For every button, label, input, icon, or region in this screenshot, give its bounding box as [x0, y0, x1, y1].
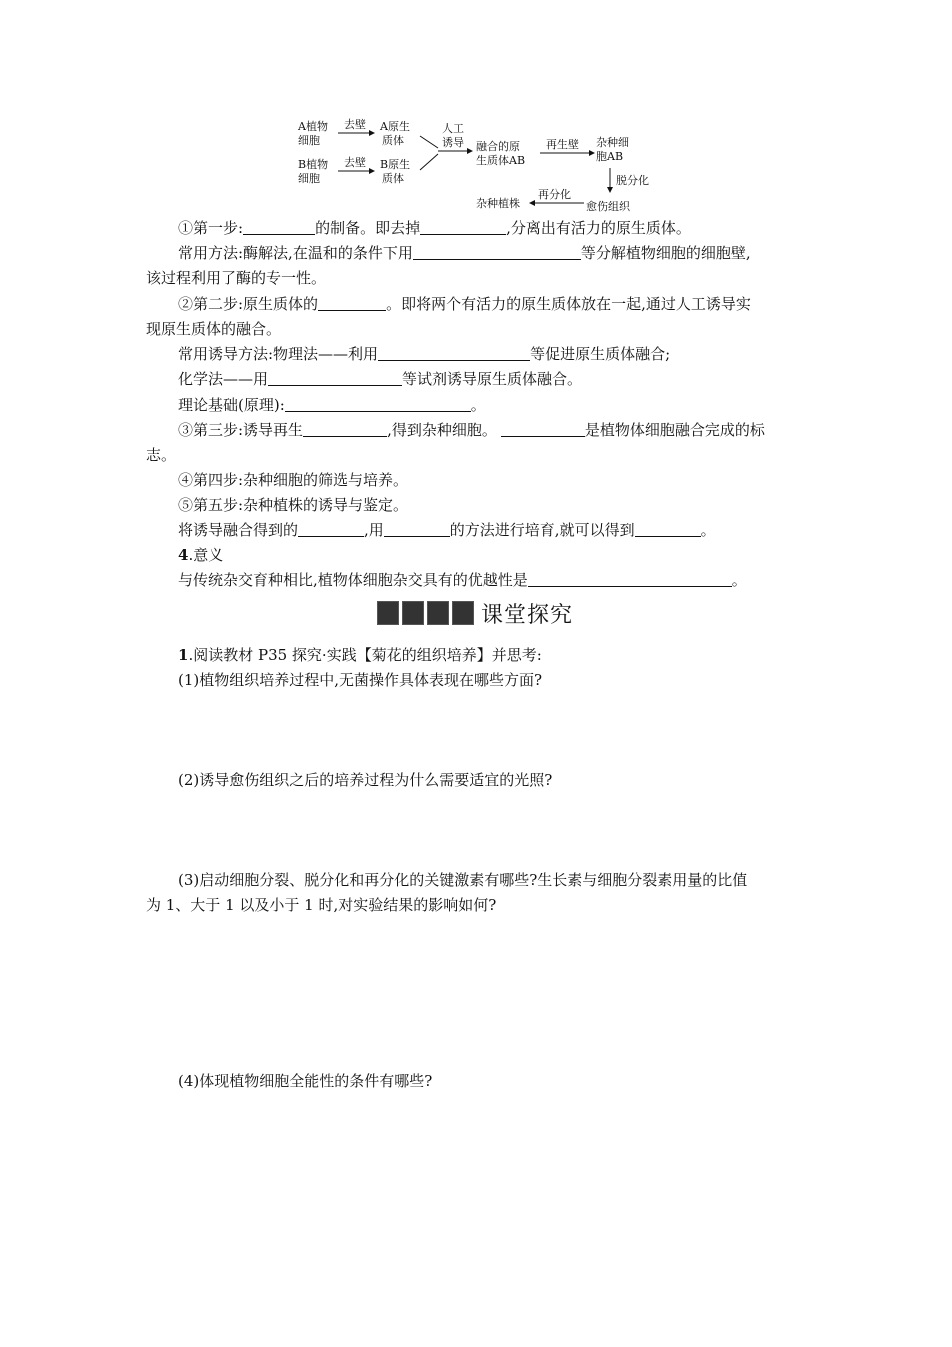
cultivation-text-d: 。	[700, 521, 716, 539]
theory-blank[interactable]	[285, 395, 471, 412]
section-banner	[377, 596, 573, 630]
chemical-method-line	[178, 369, 582, 389]
remove-wall-b-label: 去壁	[344, 156, 366, 169]
rediff-label: 再分化	[538, 188, 571, 201]
step1-blank-2[interactable]	[420, 218, 506, 235]
chemical-text-b: 等试剂诱导原生质体融合。	[402, 370, 583, 388]
method1-line-2: 该过程利用了酶的专一性。	[146, 269, 327, 287]
step1-line	[178, 218, 691, 238]
a-cell-label-2: 细胞	[298, 134, 320, 147]
a-protoplast-label-1: A原生	[380, 120, 410, 133]
banner-square-4	[452, 601, 474, 625]
b-cell-label-2: 细胞	[298, 172, 320, 185]
merge-line-top	[420, 136, 438, 148]
significance-number: 4	[178, 546, 189, 564]
cultivation-text-a: 将诱导融合得到的	[178, 521, 299, 539]
cultivation-text-c: 的方法进行培育,就可以得到	[449, 521, 635, 539]
step3-blank-1[interactable]	[303, 420, 387, 437]
method1-text-a: 常用方法:酶解法,在温和的条件下用	[178, 244, 413, 262]
induce-label-1: 人工	[442, 122, 464, 135]
cultivation-blank-2[interactable]	[384, 520, 450, 537]
physical-text-a: 常用诱导方法:物理法——利用	[178, 345, 379, 363]
physical-text-b: 等促进原生质体融合;	[530, 345, 671, 363]
method1-line	[178, 243, 751, 263]
step4-line: ④第四步:杂种细胞的筛选与培养。	[178, 471, 409, 489]
method1-text-b: 等分解植物细胞的细胞壁,	[580, 244, 751, 262]
inquiry-intro	[178, 645, 542, 665]
fusion-flow-svg	[290, 112, 690, 220]
hybrid-cell-label-1: 杂种细	[596, 136, 629, 149]
theory-text-b: 。	[470, 396, 486, 414]
physical-method-line	[178, 344, 670, 364]
significance-title: .意义	[188, 546, 224, 564]
merge-line-bottom	[420, 154, 438, 170]
step2-text-a: ②第二步:原生质体的	[178, 295, 319, 313]
step3-line-2: 志。	[146, 446, 177, 464]
significance-line	[178, 570, 747, 590]
callus-label: 愈伤组织	[586, 200, 630, 213]
remove-wall-a-label: 去壁	[344, 118, 366, 131]
step1-text-c: ,分离出有活力的原生质体。	[506, 219, 691, 237]
step1-text-b: 的制备。即去掉	[315, 219, 421, 237]
banner-square-3	[427, 601, 449, 625]
a-cell-label-1: A植物	[298, 120, 328, 133]
hybrid-cell-label-2: 胞AB	[596, 150, 624, 163]
cultivation-blank-3[interactable]	[635, 520, 701, 537]
protoplast-fusion-diagram	[290, 112, 690, 220]
cultivation-line	[178, 520, 716, 540]
chemical-blank[interactable]	[268, 369, 402, 386]
physical-blank[interactable]	[378, 344, 530, 361]
banner-square-1	[377, 601, 399, 625]
a-protoplast-label-2: 质体	[382, 134, 404, 147]
question-1: (1)植物组织培养过程中,无菌操作具体表现在哪些方面?	[178, 671, 543, 689]
step2-line-2: 现原生质体的融合。	[146, 320, 282, 338]
question-2: (2)诱导愈伤组织之后的培养过程为什么需要适宜的光照?	[178, 771, 553, 789]
significance-heading	[178, 545, 223, 565]
step3-text-a: ③第三步:诱导再生	[178, 421, 304, 439]
cultivation-text-b: ,用	[364, 521, 384, 539]
method1-blank[interactable]	[413, 243, 581, 260]
step3-text-b: ,得到杂种细胞。	[387, 421, 497, 439]
step5-line: ⑤第五步:杂种植株的诱导与鉴定。	[178, 496, 409, 514]
inquiry-intro-text: .阅读教材 P35 探究·实践【菊花的组织培养】并思考:	[188, 646, 542, 664]
hybrid-plant-label: 杂种植株	[476, 197, 520, 210]
section-title: 课堂探究	[481, 602, 574, 628]
theory-text-a: 理论基础(原理):	[178, 396, 285, 414]
fused-label-1: 融合的原	[476, 140, 520, 153]
step3-line	[178, 420, 765, 440]
b-protoplast-label-1: B原生	[380, 158, 411, 171]
step2-text-b: 。即将两个有活力的原生质体放在一起,通过人工诱导实	[386, 295, 751, 313]
step1-blank-1[interactable]	[243, 218, 315, 235]
chemical-text-a: 化学法——用	[178, 370, 269, 388]
b-cell-label-1: B植物	[298, 158, 329, 171]
step3-text-c: 是植物体细胞融合完成的标	[584, 421, 765, 439]
banner-square-2	[402, 601, 424, 625]
inquiry-number: 1	[178, 646, 189, 664]
dediff-label: 脱分化	[616, 174, 649, 187]
b-protoplast-label-2: 质体	[382, 172, 404, 185]
significance-text-a: 与传统杂交育种相比,植物体细胞杂交具有的优越性是	[178, 571, 528, 589]
question-4: (4)体现植物细胞全能性的条件有哪些?	[178, 1072, 433, 1090]
theory-line	[178, 395, 486, 415]
question-3-line-2: 为 1、大于 1 以及小于 1 时,对实验结果的影响如何?	[146, 896, 497, 914]
regen-wall-label: 再生壁	[546, 138, 579, 151]
significance-blank[interactable]	[528, 570, 732, 587]
fused-label-2: 生质体AB	[476, 154, 526, 167]
significance-text-b: 。	[731, 571, 747, 589]
step1-text-a: ①第一步:	[178, 219, 244, 237]
step3-blank-2[interactable]	[501, 420, 585, 437]
step2-line	[178, 294, 751, 314]
step2-blank[interactable]	[318, 294, 386, 311]
cultivation-blank-1[interactable]	[298, 520, 364, 537]
question-3-line-1: (3)启动细胞分裂、脱分化和再分化的关键激素有哪些?生长素与细胞分裂素用量的比值	[178, 871, 748, 889]
induce-label-2: 诱导	[442, 136, 464, 149]
